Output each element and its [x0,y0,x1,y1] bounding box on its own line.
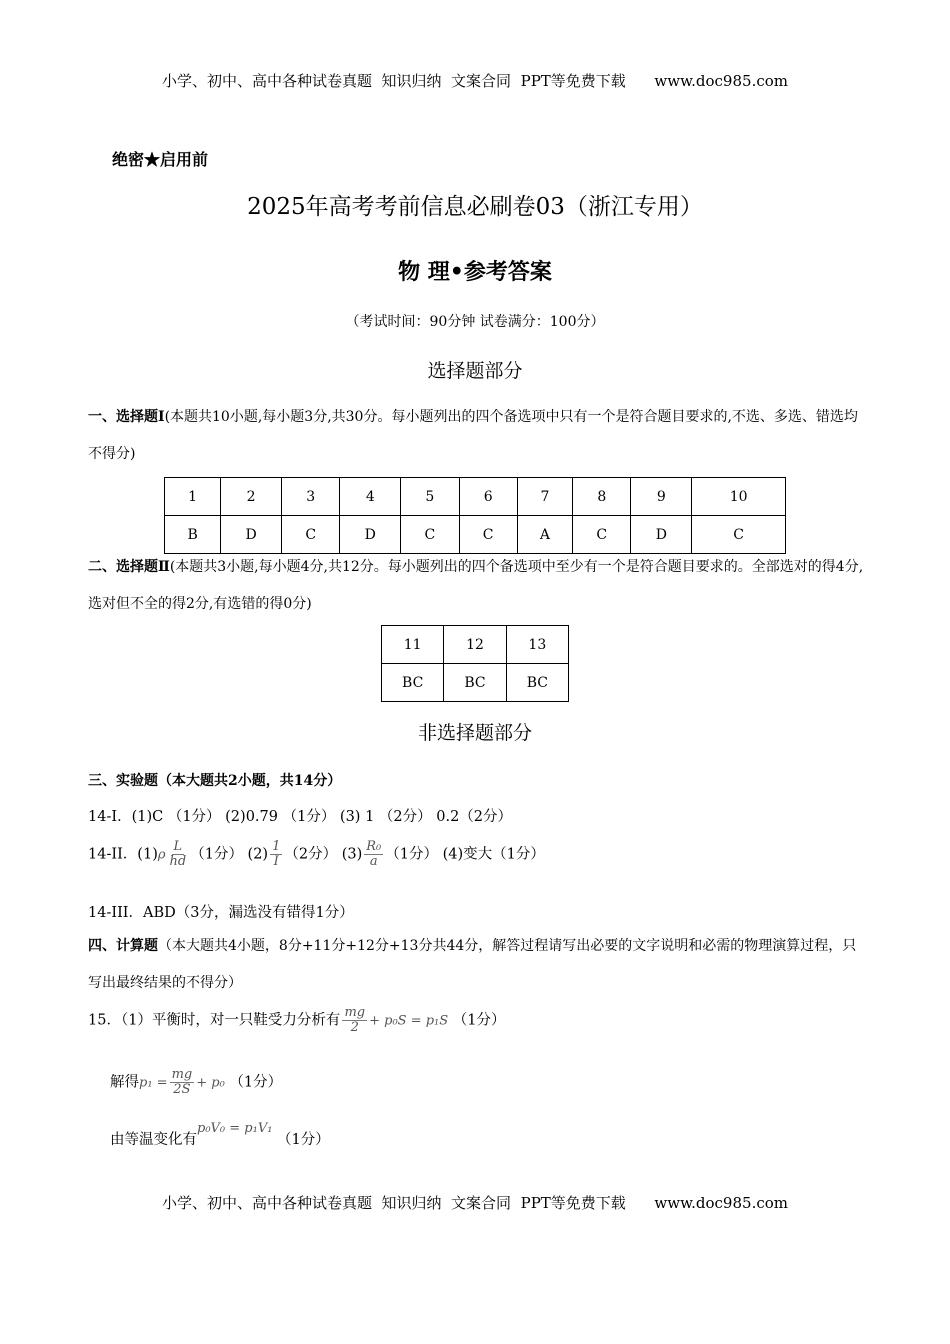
table-cell: BC [382,664,444,702]
paper-subtitle: 物 理•参考答案 [398,259,552,285]
table-cell: C [401,516,459,554]
table-cell: A [517,516,572,554]
table-cell: 13 [506,626,568,664]
fraction-mg-2s: $\frac{mg}{2S}$ [171,1067,193,1097]
fraction-2: $\frac{1}{I}$ [272,839,281,869]
footer-banner: 小学、初中、高中各种试卷真题 知识归纳 文案合同 PPT等免费下载 www.doc985.com [161,1194,788,1212]
table-row [165,478,786,516]
part1-instructions [88,399,868,473]
q14-2-answer: 14-II．(1)ρ $\frac{L}{hd}$ （1分） (2) $\frac{1}{I}$ （2分） (3) $\frac{\text{R₀}}{a}$ （1分） (4)变大（1分） [88,839,545,869]
table-cell: 7 [517,478,572,516]
rho-symbol: ρ [157,847,166,863]
table-cell: D [340,516,401,554]
table-row [165,516,786,554]
secret-mark: 绝密★启用前 [112,150,209,169]
part4-heading: 四、计算题 [88,938,158,954]
section-choice-heading: 选择题部分 [427,360,523,382]
table-cell: BC [506,664,568,702]
isothermal-equation: p₀V₀ = p₁V₁ [197,1121,273,1136]
table-cell: B [165,516,221,554]
table-cell: 8 [573,478,631,516]
part4-instructions [88,928,868,1002]
part2-answer-table [381,625,569,702]
q14-1-answer: 14-I．(1)C （1分） (2)0.79 （1分） (3) 1 （2分） 0.2（2分） [88,809,513,825]
table-cell: D [631,516,692,554]
table-row [382,664,569,702]
q15-line-1: 15．（1）平衡时，对一只鞋受力分析有 $\frac{mg}{2}$ + p₀S = p₁S （1分） [88,1005,506,1035]
fraction-1: $\frac{L}{hd}$ [169,839,187,869]
table-cell: C [282,516,340,554]
table-cell: D [221,516,282,554]
q15-line-3: 由等温变化有p₀V₀ = p₁V₁ （1分） [110,1121,330,1148]
part1-answer-table [164,477,786,554]
q14-3-answer: 14-III．ABD（3分，漏选没有错得1分） [88,905,354,921]
section-nonchoice-heading: 非选择题部分 [417,722,532,744]
table-cell: BC [444,664,506,702]
fraction-mg-2: $\frac{mg}{2}$ [344,1005,366,1035]
part2-instructions [88,549,868,623]
paper-title: 2025年高考考前信息必刷卷03（浙江专用） [247,194,703,220]
part3-heading: 三、实验题（本大题共2小题，共14分） [88,773,342,789]
part2-desc: (本题共3小题,每小题4分,共12分。每小题列出的四个备选项中至少有一个是符合题目要求的。全部选对的得4分,选对但不全的得2分,有选错的得0分) [88,559,864,612]
fraction-3: $\frac{\text{R₀}}{a}$ [366,839,382,869]
table-cell: C [692,516,786,554]
table-cell: 10 [692,478,786,516]
table-cell: 6 [459,478,517,516]
table-cell: 3 [282,478,340,516]
table-cell: 4 [340,478,401,516]
table-cell: 1 [165,478,221,516]
table-cell: 12 [444,626,506,664]
table-cell: 9 [631,478,692,516]
table-cell: 11 [382,626,444,664]
part4-desc: （本大题共4小题，8分+11分+12分+13分共44分，解答过程请写出必要的文字说明和必需的物理演算过程，只写出最终结果的不得分） [88,938,857,991]
part2-heading: 二、选择题Ⅱ [88,559,170,575]
exam-info: （考试时间：90分钟 试卷满分：100分） [345,314,605,330]
table-cell: 2 [221,478,282,516]
header-banner: 小学、初中、高中各种试卷真题 知识归纳 文案合同 PPT等免费下载 www.doc985.com [161,72,788,90]
q15-line-2: 解得p₁ = $\frac{mg}{2S}$ + p₀ （1分） [110,1067,283,1097]
table-cell: 5 [401,478,459,516]
part1-desc: (本题共10小题,每小题3分,共30分。每小题列出的四个备选项中只有一个是符合题目要求的,不选、多选、错选均不得分) [88,409,858,462]
table-row [382,626,569,664]
table-cell: C [573,516,631,554]
part1-heading: 一、选择题Ⅰ [88,409,165,425]
table-cell: C [459,516,517,554]
